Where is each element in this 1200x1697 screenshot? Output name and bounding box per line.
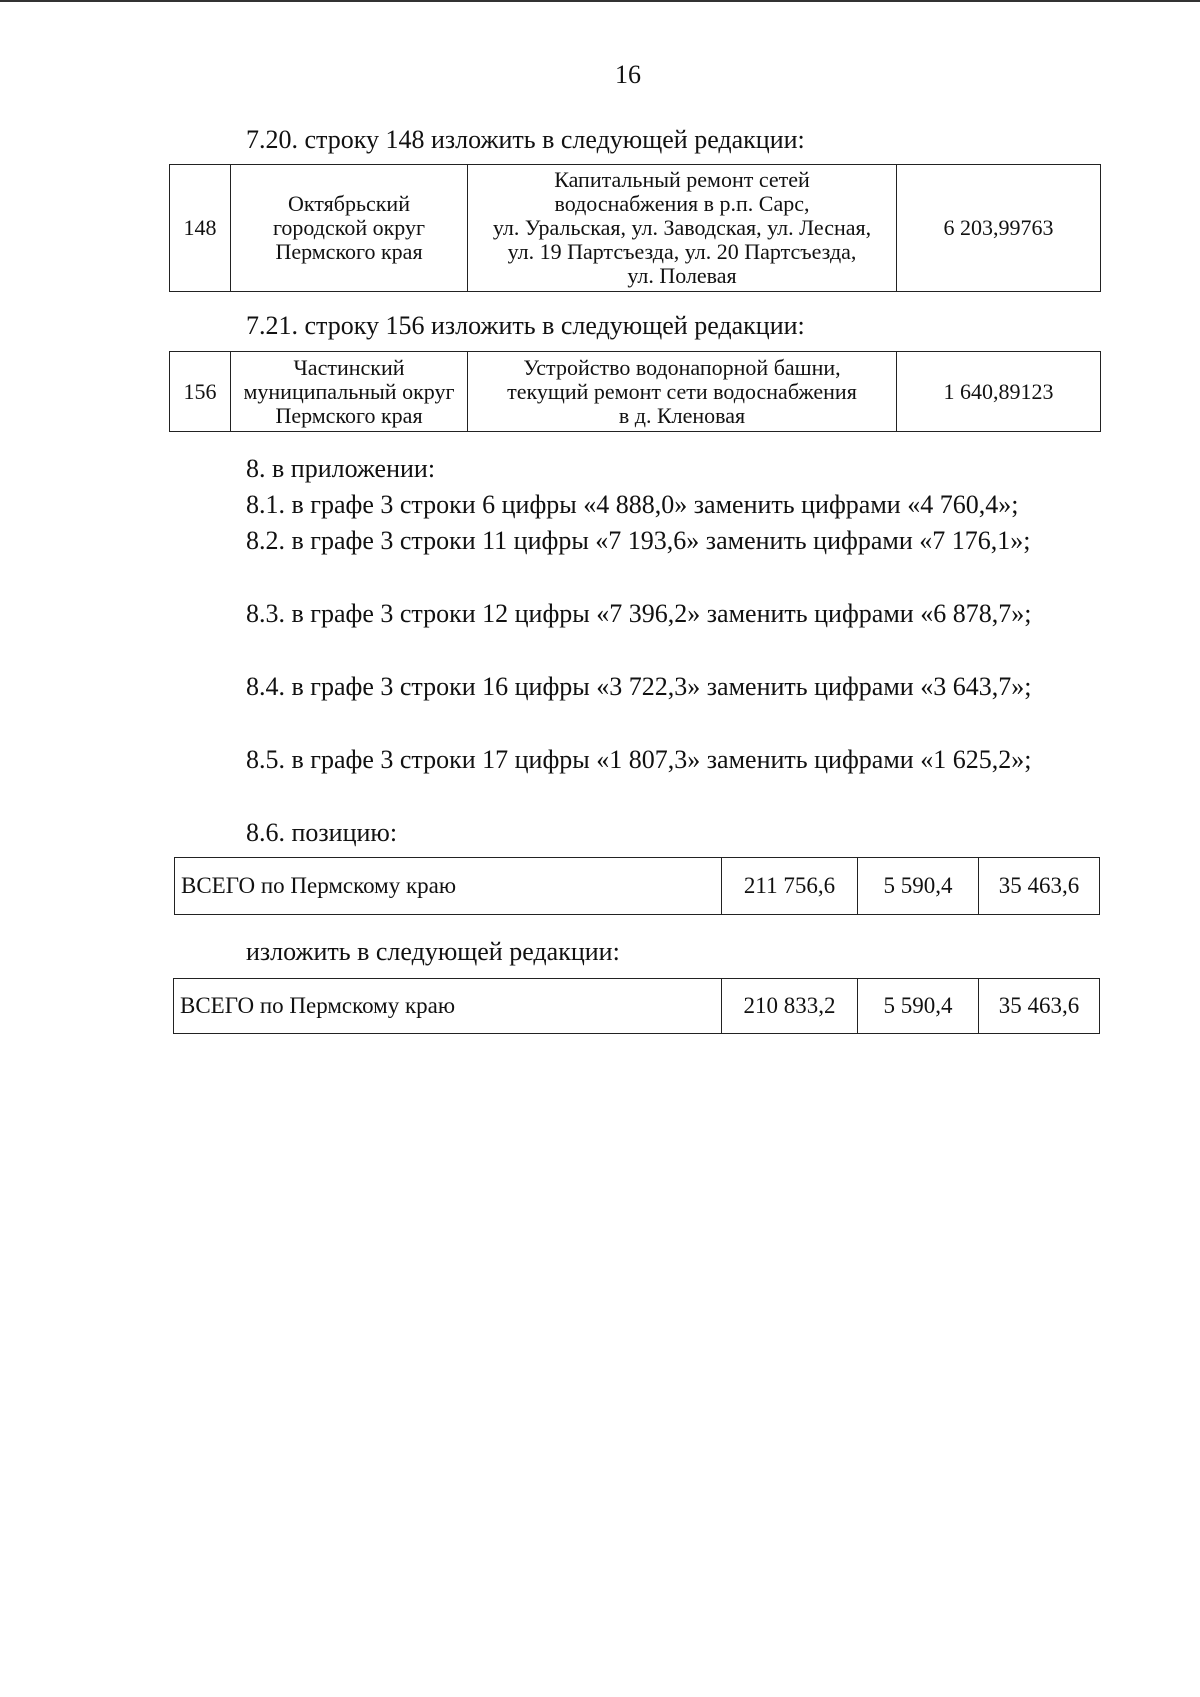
item-8-1: 8.1. в графе 3 строки 6 цифры «4 888,0» заменить цифрами «4 760,4»; — [246, 490, 1019, 519]
table-row — [170, 165, 1101, 292]
municipality-line: Октябрьский — [288, 191, 410, 216]
object-cell — [468, 352, 897, 432]
object-line: водоснабжения в р.п. Сарс, — [554, 191, 810, 216]
heading-7-20: 7.20. строку 148 изложить в следующей редакции: — [246, 125, 805, 154]
row-number: 156 — [170, 352, 231, 432]
page-top-border — [0, 0, 1200, 2]
item-8-5: 8.5. в графе 3 строки 17 цифры «1 807,3» заменить цифрами «1 625,2»; — [246, 745, 1032, 774]
table-row — [170, 352, 1101, 432]
new-total-table — [173, 978, 1100, 1034]
heading-7-21: 7.21. строку 156 изложить в следующей редакции: — [246, 311, 805, 340]
amount-cell: 1 640,89123 — [897, 352, 1101, 432]
table-row — [174, 979, 1100, 1034]
municipality-line: Пермского края — [275, 239, 423, 264]
municipality-cell — [231, 352, 468, 432]
municipality-line: Пермского края — [275, 402, 423, 428]
total-label: ВСЕГО по Пермскому краю — [175, 858, 722, 915]
amount-cell: 6 203,99763 — [897, 165, 1101, 292]
old-total-table — [174, 857, 1100, 915]
municipality-cell — [231, 165, 468, 292]
total-value: 211 756,6 — [722, 858, 858, 915]
total-value: 5 590,4 — [858, 858, 979, 915]
object-line: в д. Кленовая — [618, 402, 746, 428]
total-value: 35 463,6 — [979, 858, 1100, 915]
heading-8: 8. в приложении: — [246, 454, 436, 483]
municipality-line: Частинский — [293, 354, 405, 380]
total-label: ВСЕГО по Пермскому краю — [174, 979, 722, 1034]
item-8-4: 8.4. в графе 3 строки 16 цифры «3 722,3» заменить цифрами «3 643,7»; — [246, 672, 1032, 701]
item-8-6-label: 8.6. позицию: — [246, 818, 398, 847]
row-number: 148 — [170, 165, 231, 292]
municipality-line: муниципальный округ — [243, 378, 455, 404]
object-line: ул. Уральская, ул. Заводская, ул. Лесная, — [492, 215, 872, 240]
object-line: Капитальный ремонт сетей — [554, 167, 810, 192]
total-value: 5 590,4 — [858, 979, 979, 1034]
object-line: ул. 19 Партсъезда, ул. 20 Партсъезда, — [507, 239, 857, 264]
table-row-148 — [169, 164, 1101, 292]
municipality-line: городской округ — [272, 215, 426, 240]
replace-text: изложить в следующей редакции: — [246, 937, 620, 966]
item-8-2: 8.2. в графе 3 строки 11 цифры «7 193,6» заменить цифрами «7 176,1»; — [246, 526, 1031, 555]
object-line: Устройство водонапорной башни, — [523, 354, 841, 380]
total-value: 35 463,6 — [979, 979, 1100, 1034]
table-row — [175, 858, 1100, 915]
object-line: текущий ремонт сети водоснабжения — [507, 378, 857, 404]
table-row-156 — [169, 351, 1101, 432]
total-value: 210 833,2 — [722, 979, 858, 1034]
item-8-3: 8.3. в графе 3 строки 12 цифры «7 396,2» заменить цифрами «6 878,7»; — [246, 599, 1032, 628]
page-number: 16 — [615, 60, 641, 89]
object-cell — [468, 165, 897, 292]
object-line: ул. Полевая — [627, 263, 737, 288]
